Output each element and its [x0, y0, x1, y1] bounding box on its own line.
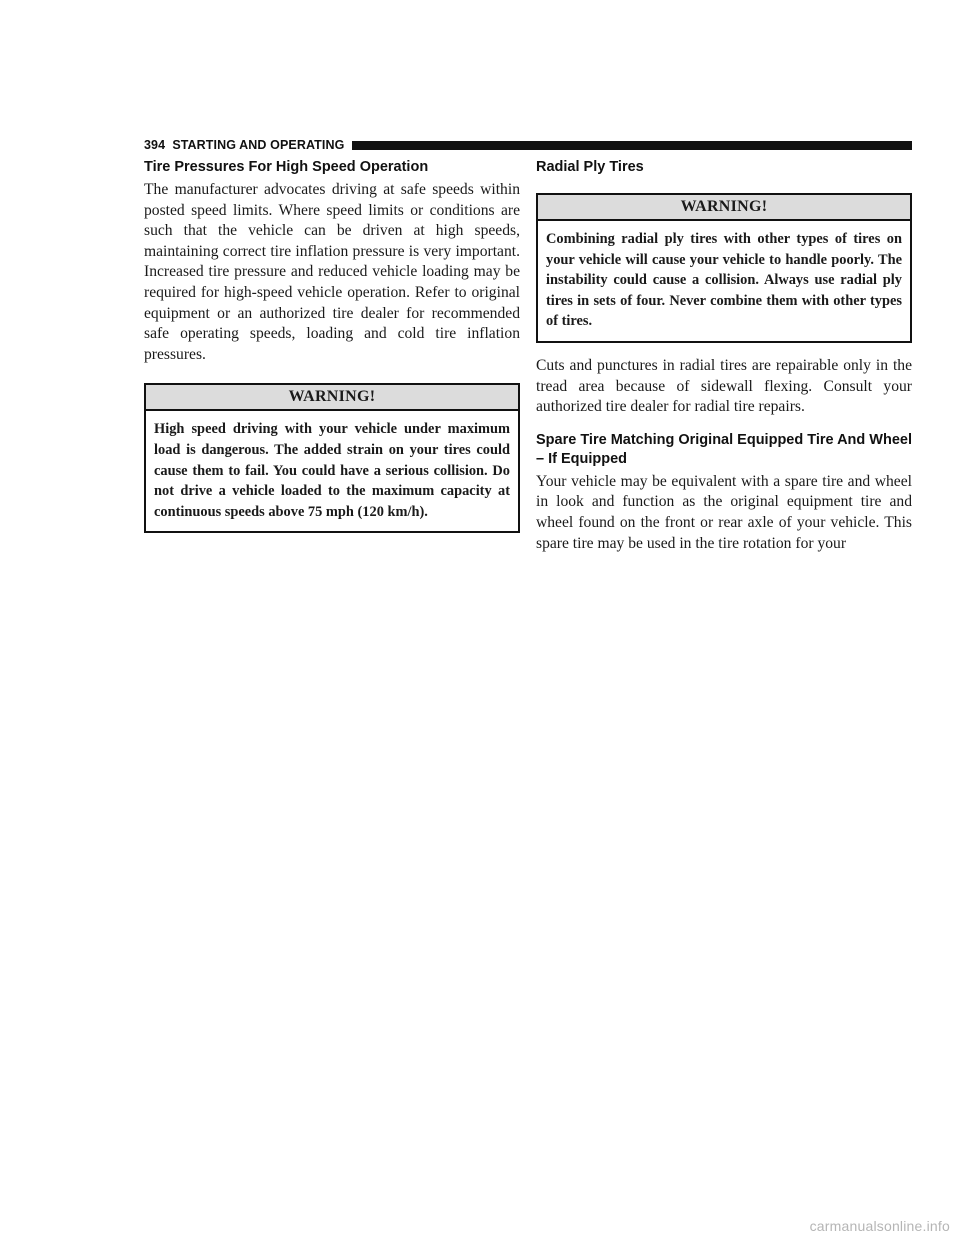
- paragraph-spare-tire: Your vehicle may be equivalent with a spare tire and wheel in look and function as the original equipment tire and wheel found on the front or rear axle of your vehicle. This spare tire may be used in the tire rotation for your: [536, 472, 912, 552]
- page-header-text: [144, 138, 344, 152]
- heading-high-speed-tire-pressures: Tire Pressures For High Speed Operation: [144, 159, 429, 175]
- right-column: [536, 158, 912, 554]
- warning-text: Combining radial ply tires with other types of tires on your vehicle will cause your vehicle to handle poorly. The instability could cause a collision. Always use radial ply tires in sets of four. Never combine them with other types of tires.: [546, 231, 902, 330]
- left-column: [144, 158, 520, 533]
- warning-box-high-speed: [144, 383, 520, 533]
- warning-title: WARNING!: [538, 195, 910, 221]
- warning-title: WARNING!: [146, 385, 518, 411]
- warning-text: High speed driving with your vehicle under maximum load is dangerous. The added strain on your tires could cause them to fail. You could have a serious collision. Do not drive a vehicle loaded to the maximum capacity at continuous speeds above 75 mph (120 km/h).: [154, 421, 510, 520]
- page-header: [144, 137, 912, 153]
- warning-box-radial-ply: [536, 193, 912, 343]
- header-rule: [352, 141, 912, 150]
- watermark: carmanualsonline.info: [809, 1218, 950, 1234]
- page-number: 394: [144, 138, 166, 152]
- heading-spare-tire-matching: Spare Tire Matching Original Equipped Tire And Wheel – If Equipped: [536, 431, 912, 467]
- heading-radial-ply-tires: Radial Ply Tires: [536, 159, 644, 175]
- paragraph-high-speed-operation: The manufacturer advocates driving at safe speeds within posted speed limits. Where speed limits or conditions are such that the vehicle can be driven at high speeds, maintaining correct tire inflation pressure is very important. Increased tire pressure and reduced vehicle loading may be required for high-speed vehicle operation. Refer to original equipment or an authorized tire dealer for recommended safe operating speeds, loading and cold tire inflation pressures.: [144, 181, 520, 363]
- paragraph-radial-tire-repairs: Cuts and punctures in radial tires are repairable only in the tread area because of sidewall flexing. Consult your authorized tire dealer for radial tire repairs.: [536, 356, 912, 416]
- section-title: STARTING AND OPERATING: [172, 138, 345, 152]
